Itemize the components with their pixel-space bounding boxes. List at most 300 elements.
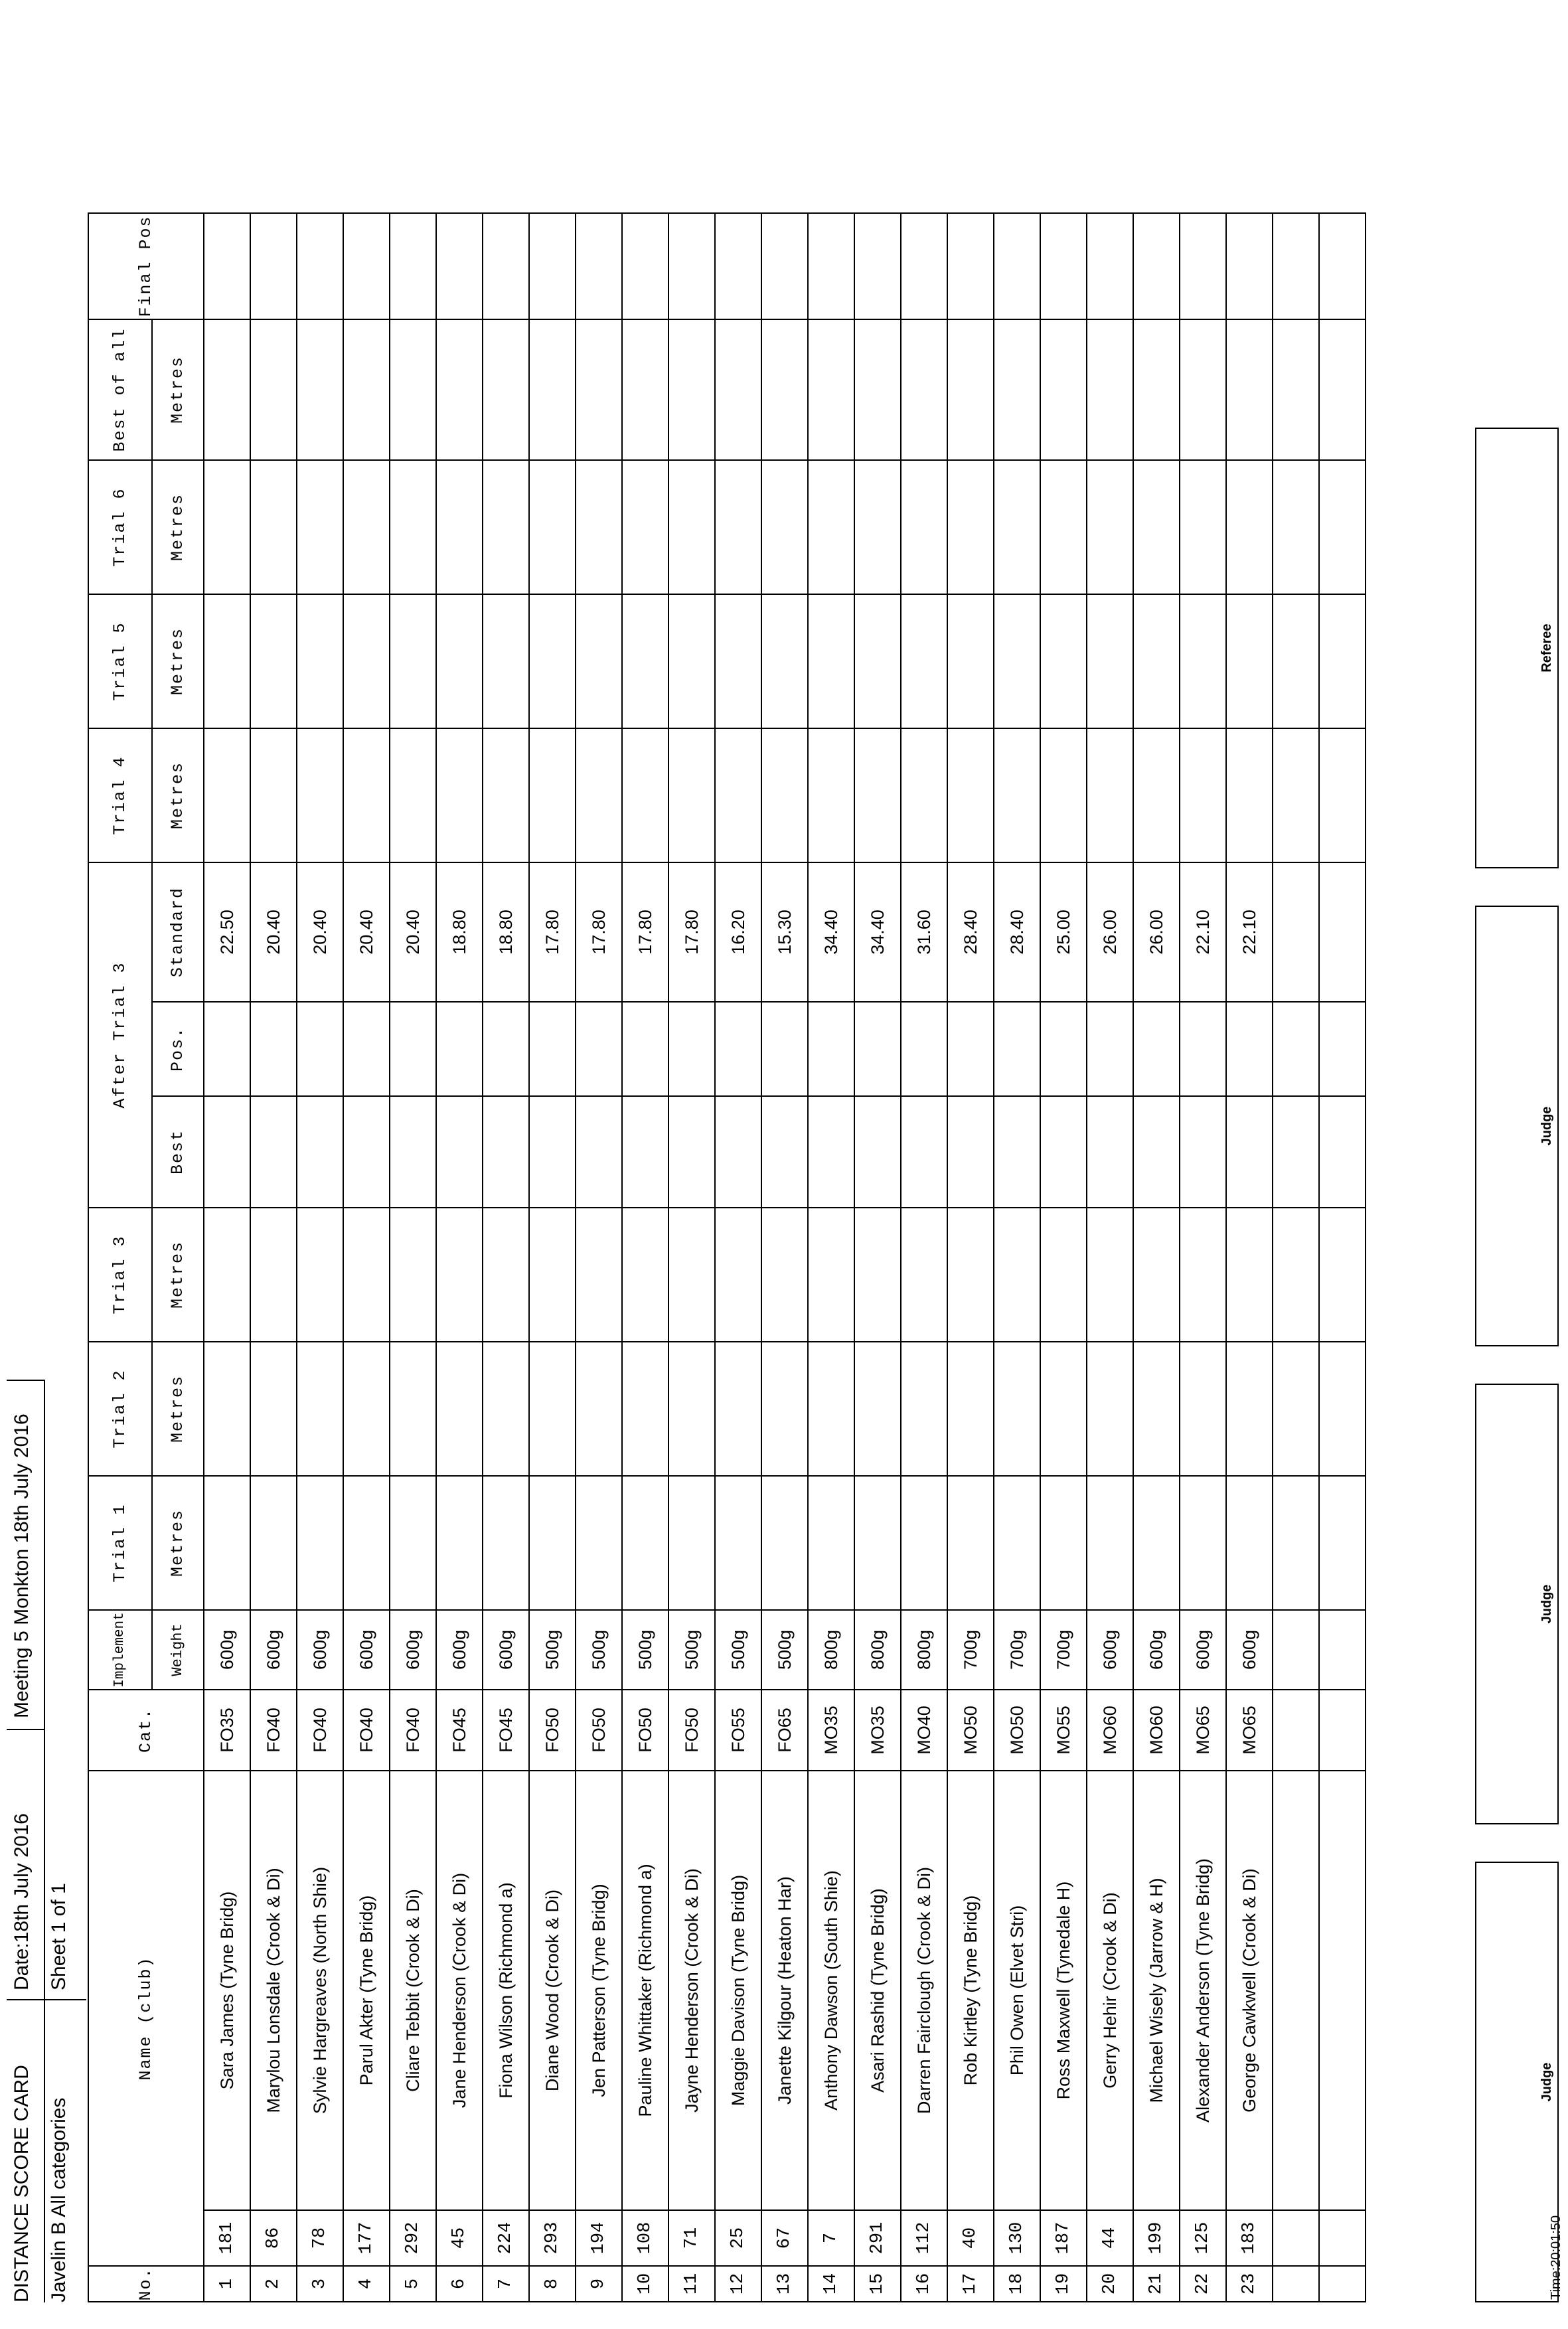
trial5-metres bbox=[297, 594, 343, 728]
judge-box-2[interactable] bbox=[1475, 1384, 1559, 1824]
best-of-all-metres bbox=[1180, 319, 1226, 460]
trial4-metres bbox=[204, 728, 250, 862]
implement-weight: 700g bbox=[994, 1610, 1040, 1690]
athlete-category: FO40 bbox=[343, 1690, 390, 1771]
table-row bbox=[622, 213, 668, 2302]
position-value bbox=[390, 1002, 436, 1096]
implement-weight: 500g bbox=[622, 1610, 668, 1690]
trial1-metres bbox=[529, 1476, 576, 1610]
row-number: 11 bbox=[668, 2266, 715, 2302]
athlete-category: MO40 bbox=[901, 1690, 947, 1771]
athlete-category: FO45 bbox=[436, 1690, 483, 1771]
trial3-metres bbox=[1319, 1208, 1366, 1342]
table-row bbox=[808, 213, 854, 2302]
card-date: Date:18th July 2016 bbox=[11, 1813, 33, 1990]
trial2-metres bbox=[1087, 1342, 1133, 1476]
trial1-metres bbox=[343, 1476, 390, 1610]
standard-value: 17.80 bbox=[529, 862, 576, 1002]
trial3-metres bbox=[529, 1208, 576, 1342]
best-value bbox=[1273, 1096, 1319, 1208]
trial3-metres bbox=[854, 1208, 901, 1342]
trial1-metres bbox=[1273, 1476, 1319, 1610]
athlete-number: 40 bbox=[947, 2210, 994, 2266]
final-position-value bbox=[436, 213, 483, 319]
best-of-all-metres bbox=[901, 319, 947, 460]
final-position-value bbox=[576, 213, 622, 319]
trial6-metres bbox=[436, 460, 483, 594]
trial6-metres bbox=[529, 460, 576, 594]
table-row bbox=[947, 213, 994, 2302]
trial1-metres bbox=[901, 1476, 947, 1610]
row-number: 13 bbox=[761, 2266, 808, 2302]
position-value bbox=[808, 1002, 854, 1096]
athlete-category: MO65 bbox=[1226, 1690, 1273, 1771]
athlete-name: Pauline Whittaker (Richmond a) bbox=[622, 1771, 668, 2210]
trial1-metres bbox=[1319, 1476, 1366, 1610]
trial4-metres bbox=[343, 728, 390, 862]
row-number: 10 bbox=[622, 2266, 668, 2302]
trial4-metres bbox=[1180, 728, 1226, 862]
final-position-value bbox=[250, 213, 297, 319]
athlete-category: MO35 bbox=[808, 1690, 854, 1771]
athlete-number bbox=[1319, 2210, 1366, 2266]
implement-weight: 600g bbox=[1133, 1610, 1180, 1690]
trial4-metres bbox=[761, 728, 808, 862]
best-of-all-metres bbox=[483, 319, 529, 460]
best-of-all-metres bbox=[1319, 319, 1366, 460]
final-position-value bbox=[1319, 213, 1366, 319]
trial4-metres bbox=[622, 728, 668, 862]
card-header bbox=[7, 32, 86, 2302]
trial1-metres bbox=[1087, 1476, 1133, 1610]
implement-weight: 600g bbox=[204, 1610, 250, 1690]
trial1-metres bbox=[715, 1476, 761, 1610]
row-number: 14 bbox=[808, 2266, 854, 2302]
trial1-metres bbox=[204, 1476, 250, 1610]
table-row bbox=[436, 213, 483, 2302]
athlete-category bbox=[1273, 1690, 1319, 1771]
athlete-number: 183 bbox=[1226, 2210, 1273, 2266]
row-number: 1 bbox=[204, 2266, 250, 2302]
trial3-metres bbox=[947, 1208, 994, 1342]
trial5-metres bbox=[1273, 594, 1319, 728]
best-value bbox=[1087, 1096, 1133, 1208]
athlete-number: 293 bbox=[529, 2210, 576, 2266]
trial3-metres bbox=[436, 1208, 483, 1342]
athlete-name bbox=[1273, 1771, 1319, 2210]
trial4-metres bbox=[390, 728, 436, 862]
best-of-all-metres bbox=[1040, 319, 1087, 460]
judge-box-1[interactable] bbox=[1475, 1862, 1559, 2302]
athlete-name: Anthony Dawson (South Shie) bbox=[808, 1771, 854, 2210]
header-divider-4 bbox=[44, 1999, 86, 2000]
col-final-pos: Final Pos bbox=[88, 213, 204, 319]
standard-value: 17.80 bbox=[668, 862, 715, 1002]
trial3-metres bbox=[1226, 1208, 1273, 1342]
position-value bbox=[947, 1002, 994, 1096]
header-divider-2 bbox=[7, 1729, 44, 1730]
best-value bbox=[1180, 1096, 1226, 1208]
implement-weight: 600g bbox=[1087, 1610, 1133, 1690]
trial6-metres bbox=[854, 460, 901, 594]
position-value bbox=[343, 1002, 390, 1096]
table-row bbox=[994, 213, 1040, 2302]
athlete-name: Parul Akter (Tyne Bridg) bbox=[343, 1771, 390, 2210]
table-row bbox=[390, 213, 436, 2302]
trial1-metres bbox=[250, 1476, 297, 1610]
trial4-metres bbox=[1226, 728, 1273, 862]
trial4-metres bbox=[1040, 728, 1087, 862]
trial5-metres bbox=[483, 594, 529, 728]
row-number: 22 bbox=[1180, 2266, 1226, 2302]
trial6-metres bbox=[297, 460, 343, 594]
best-value bbox=[947, 1096, 994, 1208]
best-value bbox=[483, 1096, 529, 1208]
athlete-category: MO55 bbox=[1040, 1690, 1087, 1771]
trial4-metres bbox=[808, 728, 854, 862]
trial5-metres bbox=[529, 594, 576, 728]
trial1-metres bbox=[390, 1476, 436, 1610]
table-row bbox=[1226, 213, 1273, 2302]
athlete-category: FO45 bbox=[483, 1690, 529, 1771]
final-position-value bbox=[1133, 213, 1180, 319]
implement-weight: 600g bbox=[1180, 1610, 1226, 1690]
implement-weight: 700g bbox=[1040, 1610, 1087, 1690]
final-position-value bbox=[343, 213, 390, 319]
athlete-name: Phil Owen (Elvet Stri) bbox=[994, 1771, 1040, 2210]
trial3-metres bbox=[901, 1208, 947, 1342]
trial2-metres bbox=[854, 1342, 901, 1476]
trial1-metres bbox=[1133, 1476, 1180, 1610]
standard-value: 34.40 bbox=[854, 862, 901, 1002]
best-value bbox=[668, 1096, 715, 1208]
best-of-all-metres bbox=[622, 319, 668, 460]
athlete-name: Marylou Lonsdale (Crook & Di) bbox=[250, 1771, 297, 2210]
trial6-metres bbox=[761, 460, 808, 594]
athlete-name: Sylvie Hargreaves (North Shie) bbox=[297, 1771, 343, 2210]
table-row bbox=[1273, 213, 1319, 2302]
trial1-metres bbox=[1180, 1476, 1226, 1610]
trial2-metres bbox=[994, 1342, 1040, 1476]
athlete-number: 224 bbox=[483, 2210, 529, 2266]
row-number: 8 bbox=[529, 2266, 576, 2302]
trial5-metres bbox=[761, 594, 808, 728]
best-of-all-metres bbox=[715, 319, 761, 460]
position-value bbox=[901, 1002, 947, 1096]
best-value bbox=[1319, 1096, 1366, 1208]
final-position-value bbox=[808, 213, 854, 319]
col-trial1-metres: Metres bbox=[152, 1476, 204, 1610]
header-divider-3 bbox=[7, 1380, 44, 1381]
position-value bbox=[1319, 1002, 1366, 1096]
implement-weight bbox=[1273, 1610, 1319, 1690]
table-row bbox=[576, 213, 622, 2302]
row-number: 7 bbox=[483, 2266, 529, 2302]
trial1-metres bbox=[297, 1476, 343, 1610]
trial2-metres bbox=[483, 1342, 529, 1476]
athlete-number: 181 bbox=[204, 2210, 250, 2266]
best-value bbox=[1226, 1096, 1273, 1208]
position-value bbox=[761, 1002, 808, 1096]
position-value bbox=[715, 1002, 761, 1096]
table-row bbox=[250, 213, 297, 2302]
row-number: 4 bbox=[343, 2266, 390, 2302]
athlete-name: Fiona Wilson (Richmond a) bbox=[483, 1771, 529, 2210]
trial2-metres bbox=[1133, 1342, 1180, 1476]
trial6-metres bbox=[1087, 460, 1133, 594]
trial6-metres bbox=[994, 460, 1040, 594]
implement-weight: 800g bbox=[808, 1610, 854, 1690]
athlete-category: MO60 bbox=[1133, 1690, 1180, 1771]
position-value bbox=[1040, 1002, 1087, 1096]
athlete-category: FO50 bbox=[668, 1690, 715, 1771]
trial2-metres bbox=[808, 1342, 854, 1476]
table-row bbox=[343, 213, 390, 2302]
athlete-name: Diane Wood (Crook & Di) bbox=[529, 1771, 576, 2210]
col-no: No. bbox=[88, 2266, 204, 2302]
card-title: DISTANCE SCORE CARD bbox=[11, 2065, 33, 2302]
judge-label-2: Judge bbox=[1539, 1584, 1554, 1624]
best-of-all-metres bbox=[529, 319, 576, 460]
trial5-metres bbox=[715, 594, 761, 728]
athlete-name: Jayne Henderson (Crook & Di) bbox=[668, 1771, 715, 2210]
row-number: 15 bbox=[854, 2266, 901, 2302]
implement-weight: 500g bbox=[761, 1610, 808, 1690]
trial5-metres bbox=[808, 594, 854, 728]
row-number: 21 bbox=[1133, 2266, 1180, 2302]
trial2-metres bbox=[576, 1342, 622, 1476]
col-weight: Weight bbox=[152, 1610, 204, 1690]
final-position-value bbox=[901, 213, 947, 319]
best-value bbox=[297, 1096, 343, 1208]
trial3-metres bbox=[715, 1208, 761, 1342]
trial6-metres bbox=[947, 460, 994, 594]
card-meeting: Meeting 5 Monkton 18th July 2016 bbox=[11, 1413, 33, 1718]
trial5-metres bbox=[1133, 594, 1180, 728]
implement-weight: 600g bbox=[1226, 1610, 1273, 1690]
standard-value bbox=[1319, 862, 1366, 1002]
trial5-metres bbox=[250, 594, 297, 728]
trial3-metres bbox=[668, 1208, 715, 1342]
final-position-value bbox=[1273, 213, 1319, 319]
athlete-category: FO50 bbox=[622, 1690, 668, 1771]
best-value bbox=[250, 1096, 297, 1208]
athlete-name: Darren Fairclough (Crook & Di) bbox=[901, 1771, 947, 2210]
trial4-metres bbox=[715, 728, 761, 862]
athlete-name: Rob Kirtley (Tyne Bridg) bbox=[947, 1771, 994, 2210]
standard-value: 20.40 bbox=[343, 862, 390, 1002]
trial1-metres bbox=[1226, 1476, 1273, 1610]
row-number: 18 bbox=[994, 2266, 1040, 2302]
position-value bbox=[250, 1002, 297, 1096]
trial2-metres bbox=[1226, 1342, 1273, 1476]
row-number: 2 bbox=[250, 2266, 297, 2302]
standard-value: 26.00 bbox=[1087, 862, 1133, 1002]
athlete-number: 108 bbox=[622, 2210, 668, 2266]
trial5-metres bbox=[1180, 594, 1226, 728]
final-position-value bbox=[390, 213, 436, 319]
trial5-metres bbox=[947, 594, 994, 728]
trial6-metres bbox=[250, 460, 297, 594]
implement-weight: 600g bbox=[297, 1610, 343, 1690]
athlete-number: 45 bbox=[436, 2210, 483, 2266]
standard-value: 22.50 bbox=[204, 862, 250, 1002]
trial5-metres bbox=[901, 594, 947, 728]
standard-value: 34.40 bbox=[808, 862, 854, 1002]
trial2-metres bbox=[901, 1342, 947, 1476]
best-value bbox=[901, 1096, 947, 1208]
final-position-value bbox=[994, 213, 1040, 319]
trial2-metres bbox=[1273, 1342, 1319, 1476]
judge-box-3[interactable] bbox=[1475, 906, 1559, 1346]
col-best: Best bbox=[152, 1096, 204, 1208]
table-row bbox=[1180, 213, 1226, 2302]
athlete-name: Janette Kilgour (Heaton Har) bbox=[761, 1771, 808, 2210]
row-number: 17 bbox=[947, 2266, 994, 2302]
best-value bbox=[343, 1096, 390, 1208]
implement-weight: 500g bbox=[715, 1610, 761, 1690]
final-position-value bbox=[947, 213, 994, 319]
athlete-number: 292 bbox=[390, 2210, 436, 2266]
trial5-metres bbox=[1087, 594, 1133, 728]
standard-value bbox=[1273, 862, 1319, 1002]
trial4-metres bbox=[994, 728, 1040, 862]
athlete-number: 291 bbox=[854, 2210, 901, 2266]
final-position-value bbox=[1040, 213, 1087, 319]
trial5-metres bbox=[1226, 594, 1273, 728]
best-of-all-metres bbox=[668, 319, 715, 460]
trial6-metres bbox=[343, 460, 390, 594]
col-trial4: Trial 4 bbox=[88, 728, 152, 862]
standard-value: 20.40 bbox=[390, 862, 436, 1002]
trial6-metres bbox=[668, 460, 715, 594]
athlete-number: 44 bbox=[1087, 2210, 1133, 2266]
athlete-name bbox=[1319, 1771, 1366, 2210]
trial5-metres bbox=[204, 594, 250, 728]
implement-weight bbox=[1319, 1610, 1366, 1690]
col-standard: Standard bbox=[152, 862, 204, 1002]
athlete-name: Asari Rashid (Tyne Bridg) bbox=[854, 1771, 901, 2210]
results-rows bbox=[204, 213, 1366, 2302]
trial6-metres bbox=[1040, 460, 1087, 594]
athlete-category: MO35 bbox=[854, 1690, 901, 1771]
col-trial5-metres: Metres bbox=[152, 594, 204, 728]
row-number: 16 bbox=[901, 2266, 947, 2302]
row-number: 9 bbox=[576, 2266, 622, 2302]
standard-value: 18.80 bbox=[483, 862, 529, 1002]
standard-value: 17.80 bbox=[576, 862, 622, 1002]
athlete-category: FO50 bbox=[576, 1690, 622, 1771]
best-of-all-metres bbox=[808, 319, 854, 460]
final-position-value bbox=[854, 213, 901, 319]
trial6-metres bbox=[622, 460, 668, 594]
trial3-metres bbox=[250, 1208, 297, 1342]
final-position-value bbox=[204, 213, 250, 319]
trial6-metres bbox=[204, 460, 250, 594]
position-value bbox=[436, 1002, 483, 1096]
col-trial2-metres: Metres bbox=[152, 1342, 204, 1476]
trial3-metres bbox=[808, 1208, 854, 1342]
standard-value: 26.00 bbox=[1133, 862, 1180, 1002]
best-of-all-metres bbox=[436, 319, 483, 460]
trial2-metres bbox=[436, 1342, 483, 1476]
best-of-all-metres bbox=[1226, 319, 1273, 460]
athlete-name: Maggie Davison (Tyne Bridg) bbox=[715, 1771, 761, 2210]
athlete-category: FO40 bbox=[297, 1690, 343, 1771]
trial3-metres bbox=[1040, 1208, 1087, 1342]
athlete-number: 187 bbox=[1040, 2210, 1087, 2266]
trial2-metres bbox=[947, 1342, 994, 1476]
trial1-metres bbox=[668, 1476, 715, 1610]
best-of-all-metres bbox=[204, 319, 250, 460]
trial5-metres bbox=[576, 594, 622, 728]
position-value bbox=[1133, 1002, 1180, 1096]
trial6-metres bbox=[1273, 460, 1319, 594]
standard-value: 17.80 bbox=[622, 862, 668, 1002]
trial1-metres bbox=[622, 1476, 668, 1610]
athlete-number: 130 bbox=[994, 2210, 1040, 2266]
athlete-category: FO40 bbox=[390, 1690, 436, 1771]
trial3-metres bbox=[761, 1208, 808, 1342]
standard-value: 22.10 bbox=[1180, 862, 1226, 1002]
best-value bbox=[715, 1096, 761, 1208]
trial3-metres bbox=[204, 1208, 250, 1342]
table-row bbox=[1040, 213, 1087, 2302]
trial6-metres bbox=[1180, 460, 1226, 594]
position-value bbox=[483, 1002, 529, 1096]
athlete-number: 199 bbox=[1133, 2210, 1180, 2266]
trial2-metres bbox=[390, 1342, 436, 1476]
athlete-category: MO60 bbox=[1087, 1690, 1133, 1771]
standard-value: 25.00 bbox=[1040, 862, 1087, 1002]
trial4-metres bbox=[947, 728, 994, 862]
final-position-value bbox=[297, 213, 343, 319]
implement-weight: 600g bbox=[436, 1610, 483, 1690]
header-rule bbox=[44, 1380, 45, 2302]
best-of-all-metres bbox=[297, 319, 343, 460]
best-value bbox=[761, 1096, 808, 1208]
referee-box[interactable] bbox=[1475, 428, 1559, 868]
trial4-metres bbox=[854, 728, 901, 862]
athlete-name: Ross Maxwell (Tynedale H) bbox=[1040, 1771, 1087, 2210]
implement-weight: 600g bbox=[250, 1610, 297, 1690]
results-table bbox=[88, 212, 1366, 2302]
table-row bbox=[529, 213, 576, 2302]
table-row bbox=[1087, 213, 1133, 2302]
standard-value: 20.40 bbox=[250, 862, 297, 1002]
row-number: 12 bbox=[715, 2266, 761, 2302]
col-after-trial3: After Trial 3 bbox=[88, 862, 152, 1208]
best-of-all-metres bbox=[1133, 319, 1180, 460]
best-value bbox=[1133, 1096, 1180, 1208]
best-of-all-metres bbox=[343, 319, 390, 460]
col-best-of-all-metres: Metres bbox=[152, 319, 204, 460]
trial2-metres bbox=[343, 1342, 390, 1476]
athlete-category: FO40 bbox=[250, 1690, 297, 1771]
trial4-metres bbox=[1273, 728, 1319, 862]
trial2-metres bbox=[1180, 1342, 1226, 1476]
trial4-metres bbox=[436, 728, 483, 862]
trial2-metres bbox=[1040, 1342, 1087, 1476]
final-position-value bbox=[668, 213, 715, 319]
trial5-metres bbox=[994, 594, 1040, 728]
best-value bbox=[576, 1096, 622, 1208]
trial3-metres bbox=[576, 1208, 622, 1342]
athlete-number: 177 bbox=[343, 2210, 390, 2266]
athlete-number: 112 bbox=[901, 2210, 947, 2266]
implement-weight: 600g bbox=[343, 1610, 390, 1690]
implement-weight: 800g bbox=[854, 1610, 901, 1690]
